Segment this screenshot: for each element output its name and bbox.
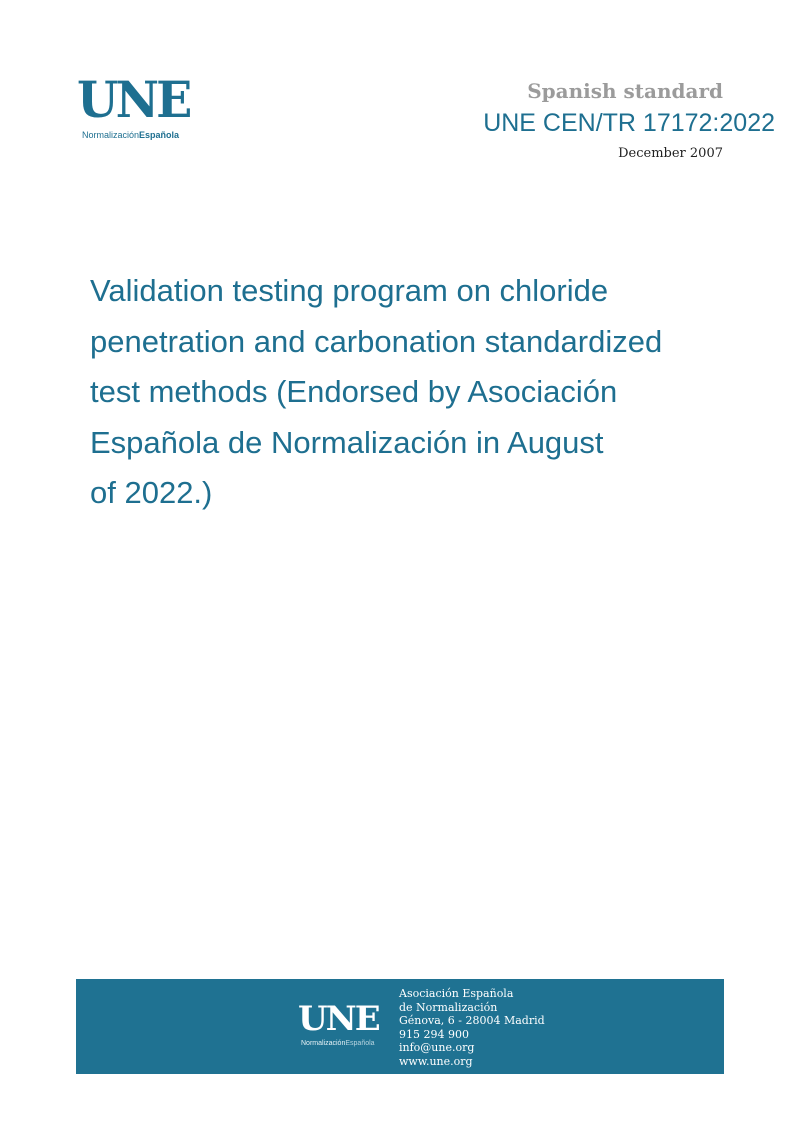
footer-logo-tagline-part2: Española — [345, 1040, 375, 1047]
footer-website: www.une.org — [399, 1054, 473, 1068]
une-logo-tagline-part2: Española — [139, 130, 180, 140]
footer-logo-tagline-part1: Normalización — [301, 1040, 346, 1047]
footer-org-line2: de Normalización — [399, 1000, 498, 1014]
standard-header — [483, 78, 775, 162]
footer-logo-mark: UNE — [298, 999, 379, 1039]
une-logo-tagline-part1: Normalización — [82, 130, 140, 140]
footer-contact-info — [399, 987, 545, 1069]
standard-code: UNE CEN/TR 17172:2022 — [483, 109, 775, 137]
footer-address: Génova, 6 - 28004 Madrid — [399, 1014, 545, 1028]
footer-phone: 915 294 900 — [399, 1027, 469, 1041]
footer-email: info@une.org — [399, 1041, 475, 1055]
standard-date: December 2007 — [618, 146, 723, 161]
document-title: Validation testing program on chloride penetration and carbonation standardized test methods (Endorsed by Asociación Española de Normalización in August of 2022.) — [90, 273, 663, 510]
une-logo-mark: UNE — [77, 70, 190, 129]
une-logo — [77, 72, 195, 144]
footer-une-logo — [298, 999, 388, 1049]
une-logo-tagline — [82, 130, 179, 141]
footer-logo-tagline — [301, 1039, 375, 1048]
footer-band — [76, 979, 724, 1074]
footer-org-line1: Asociación Española — [399, 987, 514, 1000]
standard-kind: Spanish standard — [527, 79, 723, 103]
